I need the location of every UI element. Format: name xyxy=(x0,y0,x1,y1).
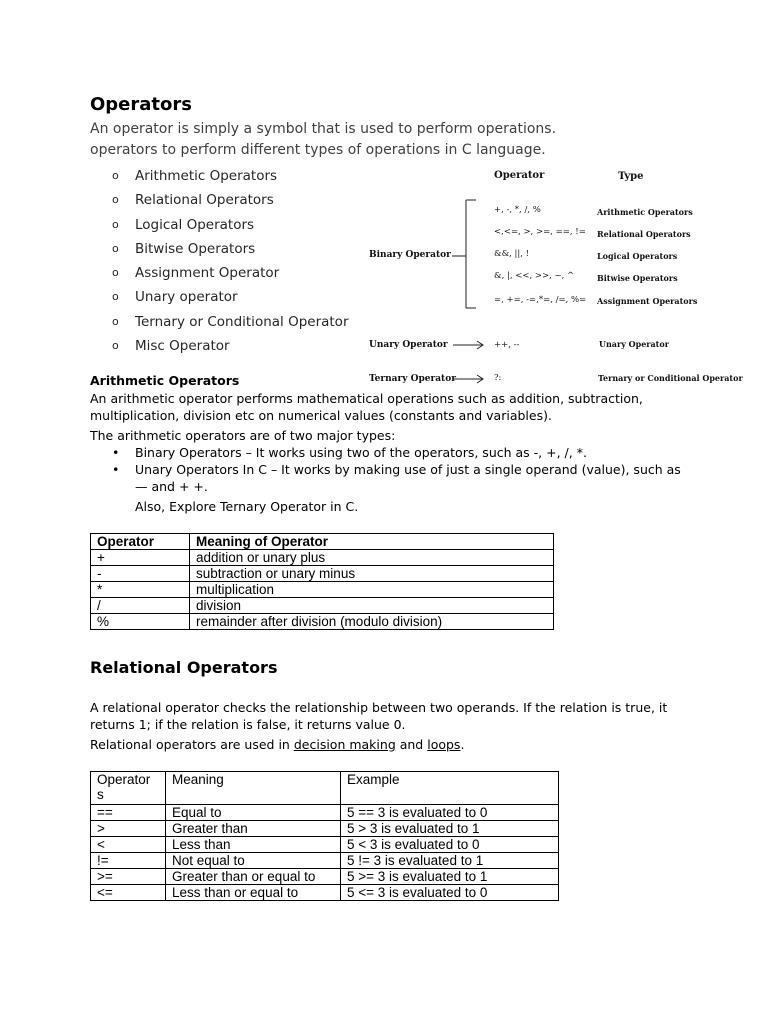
binary-type: Bitwise Operators xyxy=(597,273,678,283)
decision-making-link[interactable]: decision making xyxy=(293,737,396,752)
list-item: o Logical Operators xyxy=(112,216,255,233)
binary-type: Relational Operators xyxy=(597,229,691,239)
list-item: o Unary operator xyxy=(112,289,238,306)
column-header: Operator xyxy=(91,534,190,550)
table-cell: Greater than or equal to xyxy=(166,869,341,885)
table-cell: 5 >= 3 is evaluated to 1 xyxy=(341,869,559,885)
arithmetic-description: An arithmetic operator performs mathematical operations such as addition, subtraction, multiplication, division etc on numerical values (constants and variables). xyxy=(90,391,643,423)
table-row xyxy=(91,885,559,901)
table-row xyxy=(91,853,559,869)
arithmetic-operators-table xyxy=(90,533,554,630)
loops-link[interactable]: loops xyxy=(427,737,461,752)
arrow-right-icon xyxy=(452,339,486,351)
table-cell: 5 < 3 is evaluated to 0 xyxy=(341,837,559,853)
table-cell: Not equal to xyxy=(166,853,341,869)
table-cell: multiplication xyxy=(190,582,554,598)
list-item: • Unary Operators In C – It works by making use of just a single operand (value), such as — and + +. xyxy=(112,462,681,494)
relational-section-title: Relational Operators xyxy=(90,658,278,677)
ternary-type: Ternary or Conditional Operator xyxy=(598,373,743,383)
table-cell: < xyxy=(91,837,166,853)
table-cell: 5 == 3 is evaluated to 0 xyxy=(341,805,559,821)
table-row xyxy=(91,837,559,853)
figure-header-type: Type xyxy=(618,171,644,182)
column-header: Meaning xyxy=(166,772,341,805)
relational-usage xyxy=(90,736,690,753)
table-row xyxy=(91,550,554,566)
binary-type: Assignment Operators xyxy=(597,296,698,306)
list-item: o Assignment Operator xyxy=(112,265,280,282)
unary-type: Unary Operator xyxy=(599,339,669,349)
table-cell: / xyxy=(91,598,190,614)
table-cell: Greater than xyxy=(166,821,341,837)
list-item: o Bitwise Operators xyxy=(112,240,256,257)
binary-symbols: <,<=, >, >=, ==, != xyxy=(494,227,586,237)
list-item: • Binary Operators – It works using two of the operators, such as -, +, /, *. xyxy=(112,445,587,460)
table-row xyxy=(91,869,559,885)
unary-operator-label: Unary Operator xyxy=(369,340,448,350)
table-row xyxy=(91,614,554,630)
figure-header-operator: Operator xyxy=(494,170,545,181)
intro-line-1: An operator is simply a symbol that is used to perform operations. xyxy=(90,121,557,137)
column-header: Meaning of Operator xyxy=(190,534,554,550)
table-cell: subtraction or unary minus xyxy=(190,566,554,582)
table-cell: 5 > 3 is evaluated to 1 xyxy=(341,821,559,837)
relational-description: A relational operator checks the relationship between two operands. If the relation is true, it returns 1; if the relation is false, it returns value 0. xyxy=(90,700,668,732)
table-row xyxy=(91,582,554,598)
arithmetic-types-intro: The arithmetic operators are of two major types: xyxy=(90,428,396,443)
binary-bracket xyxy=(450,198,490,310)
column-header: Example xyxy=(341,772,559,805)
table-row xyxy=(91,805,559,821)
list-item: o Relational Operators xyxy=(112,192,274,209)
table-cell: <= xyxy=(91,885,166,901)
usage-text: Relational operators are used in xyxy=(90,737,294,752)
table-cell: remainder after division (modulo division) xyxy=(190,614,554,630)
table-header-row xyxy=(91,534,554,550)
also-explore-note: Also, Explore Ternary Operator in C. xyxy=(135,499,359,514)
ternary-symbols: ?: xyxy=(494,373,502,383)
table-row xyxy=(91,821,559,837)
usage-text: and xyxy=(395,737,428,752)
binary-type: Logical Operators xyxy=(597,251,678,261)
table-cell: Less than xyxy=(166,837,341,853)
list-item: o Misc Operator xyxy=(112,338,230,355)
operator-type-list xyxy=(112,167,349,361)
list-item: o Ternary or Conditional Operator xyxy=(112,313,349,330)
relational-operators-table xyxy=(90,771,559,901)
table-cell: == xyxy=(91,805,166,821)
table-cell: > xyxy=(91,821,166,837)
binary-symbols: &, |, <<, >>, ~, ^ xyxy=(494,271,575,281)
table-cell: 5 <= 3 is evaluated to 0 xyxy=(341,885,559,901)
column-header: Operator s xyxy=(91,772,166,805)
binary-operator-label: Binary Operator xyxy=(369,250,451,260)
table-cell: >= xyxy=(91,869,166,885)
usage-text: . xyxy=(460,737,465,752)
table-cell: Less than or equal to xyxy=(166,885,341,901)
table-cell: addition or unary plus xyxy=(190,550,554,566)
table-cell: != xyxy=(91,853,166,869)
page-title: Operators xyxy=(90,94,192,115)
table-cell: % xyxy=(91,614,190,630)
binary-symbols: +, -, *, /, % xyxy=(494,205,541,215)
table-cell: + xyxy=(91,550,190,566)
binary-symbols: &&, ||, ! xyxy=(494,249,530,259)
table-header-row xyxy=(91,772,559,805)
list-item: o Arithmetic Operators xyxy=(112,168,278,184)
table-cell: 5 != 3 is evaluated to 1 xyxy=(341,853,559,869)
arithmetic-section-title: Arithmetic Operators xyxy=(90,373,240,388)
binary-type: Arithmetic Operators xyxy=(597,207,693,217)
table-cell: Equal to xyxy=(166,805,341,821)
table-cell: - xyxy=(91,566,190,582)
intro-line-2: operators to perform different types of operations in C language. xyxy=(90,142,546,158)
ternary-operator-label: Ternary Operator xyxy=(369,374,456,384)
arithmetic-type-list xyxy=(112,444,682,495)
arrow-right-icon xyxy=(452,373,486,385)
unary-symbols: ++, -- xyxy=(494,340,520,350)
table-cell: division xyxy=(190,598,554,614)
binary-symbols: =, +=, -=,*=, /=, %= xyxy=(494,295,587,305)
table-row xyxy=(91,598,554,614)
table-row xyxy=(91,566,554,582)
table-cell: * xyxy=(91,582,190,598)
